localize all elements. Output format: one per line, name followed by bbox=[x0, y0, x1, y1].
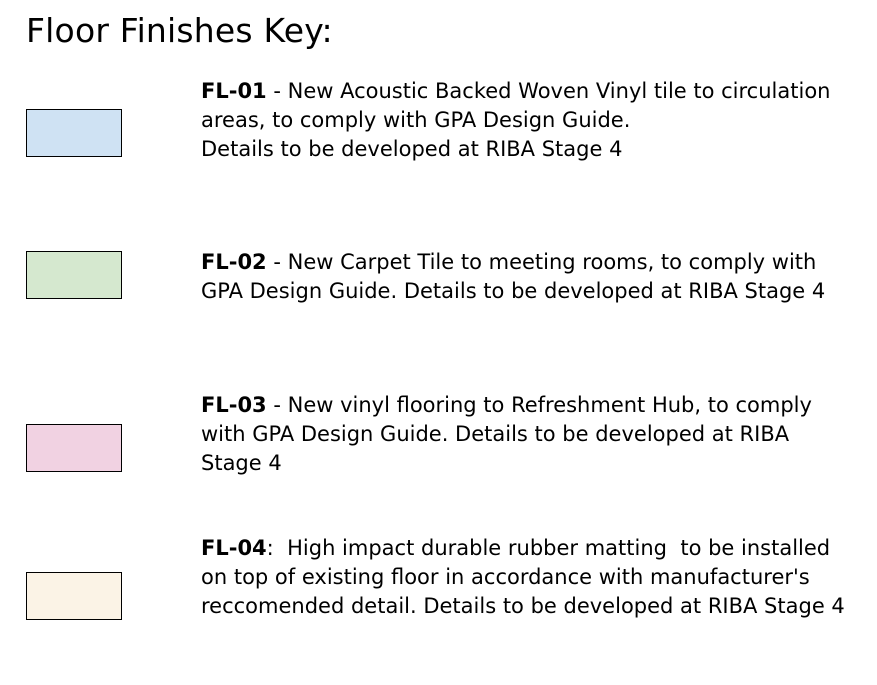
finish-code: FL-02 bbox=[201, 250, 267, 274]
key-title: Floor Finishes Key: bbox=[26, 11, 333, 50]
description-line bbox=[201, 77, 861, 106]
swatch-fl-02 bbox=[26, 251, 122, 299]
swatch-fl-01 bbox=[26, 109, 122, 157]
description-fl-02 bbox=[201, 248, 861, 306]
description-line: with GPA Design Guide. Details to be developed at RIBA bbox=[201, 422, 790, 446]
description-fl-04 bbox=[201, 534, 861, 621]
description-text: New Acoustic Backed Woven Vinyl tile to circulation bbox=[287, 79, 831, 103]
description-line bbox=[201, 248, 861, 277]
description-line: on top of existing floor in accordance with manufacturer's bbox=[201, 565, 810, 589]
swatch-fl-04 bbox=[26, 572, 122, 620]
finish-code: FL-03 bbox=[201, 393, 267, 417]
description-line: reccomended detail. Details to be developed at RIBA Stage 4 bbox=[201, 594, 845, 618]
description-line: Stage 4 bbox=[201, 451, 282, 475]
description-fl-01 bbox=[201, 77, 861, 164]
description-line: areas, to comply with GPA Design Guide. bbox=[201, 108, 631, 132]
code-separator: : bbox=[266, 536, 288, 560]
description-line: Details to be developed at RIBA Stage 4 bbox=[201, 137, 623, 161]
description-text: High impact durable rubber matting to be installed bbox=[287, 536, 831, 560]
description-fl-03 bbox=[201, 391, 861, 478]
code-separator: - bbox=[266, 250, 288, 274]
description-text: New Carpet Tile to meeting rooms, to comply with bbox=[287, 250, 817, 274]
description-line bbox=[201, 391, 861, 420]
description-line: GPA Design Guide. Details to be developed at RIBA Stage 4 bbox=[201, 279, 826, 303]
code-separator: - bbox=[266, 393, 288, 417]
finish-code: FL-04 bbox=[201, 536, 267, 560]
description-line bbox=[201, 534, 861, 563]
finish-code: FL-01 bbox=[201, 79, 267, 103]
description-text: New vinyl flooring to Refreshment Hub, to comply bbox=[287, 393, 812, 417]
code-separator: - bbox=[266, 79, 288, 103]
swatch-fl-03 bbox=[26, 424, 122, 472]
